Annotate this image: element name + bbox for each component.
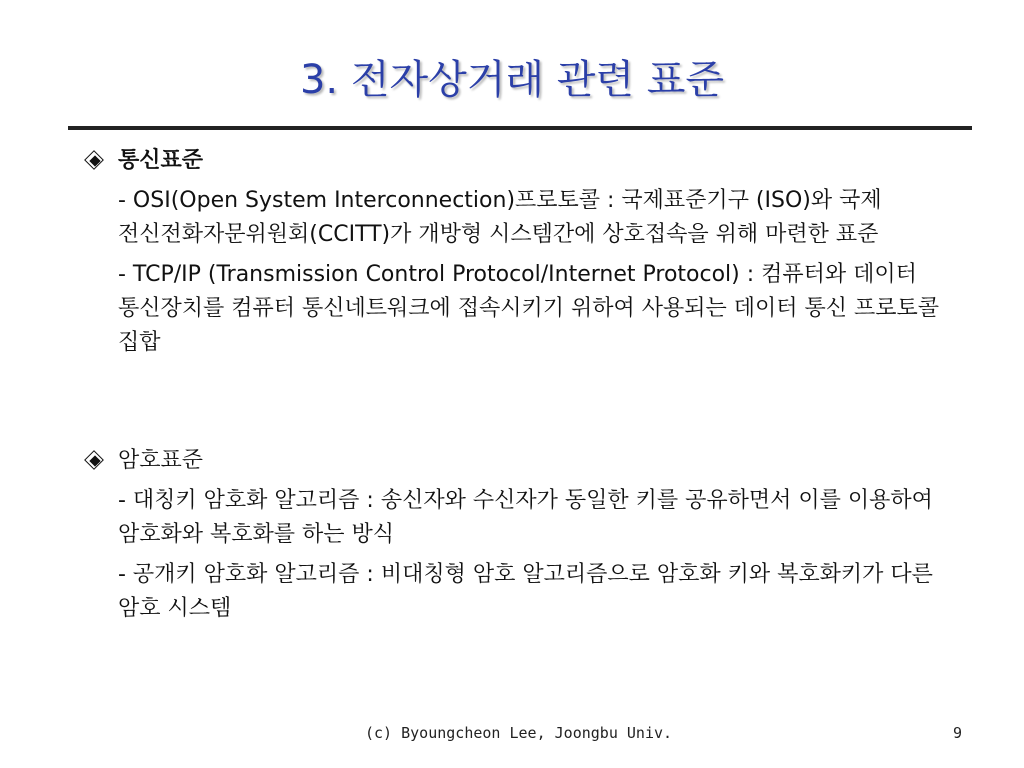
- section-heading-label: 암호표준: [118, 448, 204, 473]
- page-number: 9: [953, 724, 963, 742]
- osi-description: - OSI(Open System Interconnection)프로토콜 : 국제표준기구 (ISO)와 국제 전신전화자문위원회(CCITT)가 개방형 시스템간에 상호접속을 위해 마련한 표준: [118, 188, 882, 247]
- symmetric-key-description: - 대칭키 암호화 알고리즘 : 송신자와 수신자가 동일한 키를 공유하면서 이를 이용하여 암호화와 복호화를 하는 방식: [118, 488, 933, 547]
- public-key-description: - 공개키 암호화 알고리즘 : 비대칭형 암호 알고리즘으로 암호화 키와 복호화키가 다른 암호 시스템: [118, 562, 933, 621]
- footer-copyright: (c) Byoungcheon Lee, Joongbu Univ.: [365, 724, 673, 742]
- section-heading-communication: [84, 146, 964, 176]
- tcpip-description: - TCP/IP (Transmission Control Protocol/Internet Protocol) : 컴퓨터와 데이터 통신장치를 컴퓨터 통신네트워크에 접속시키기 위하여 사용되는 데이터 통신 프로토콜 집합: [118, 262, 940, 355]
- section-communication-standards: [84, 146, 964, 360]
- section-heading-label: 통신표준: [118, 148, 204, 173]
- diamond-bullet-icon: [84, 450, 106, 472]
- slide-title: 3. 전자상거래 관련 표준: [299, 57, 725, 103]
- section-encryption-standards: [84, 446, 964, 626]
- diamond-bullet-icon: [84, 150, 106, 172]
- title-divider: [68, 126, 972, 130]
- section-heading-encryption: [84, 446, 964, 476]
